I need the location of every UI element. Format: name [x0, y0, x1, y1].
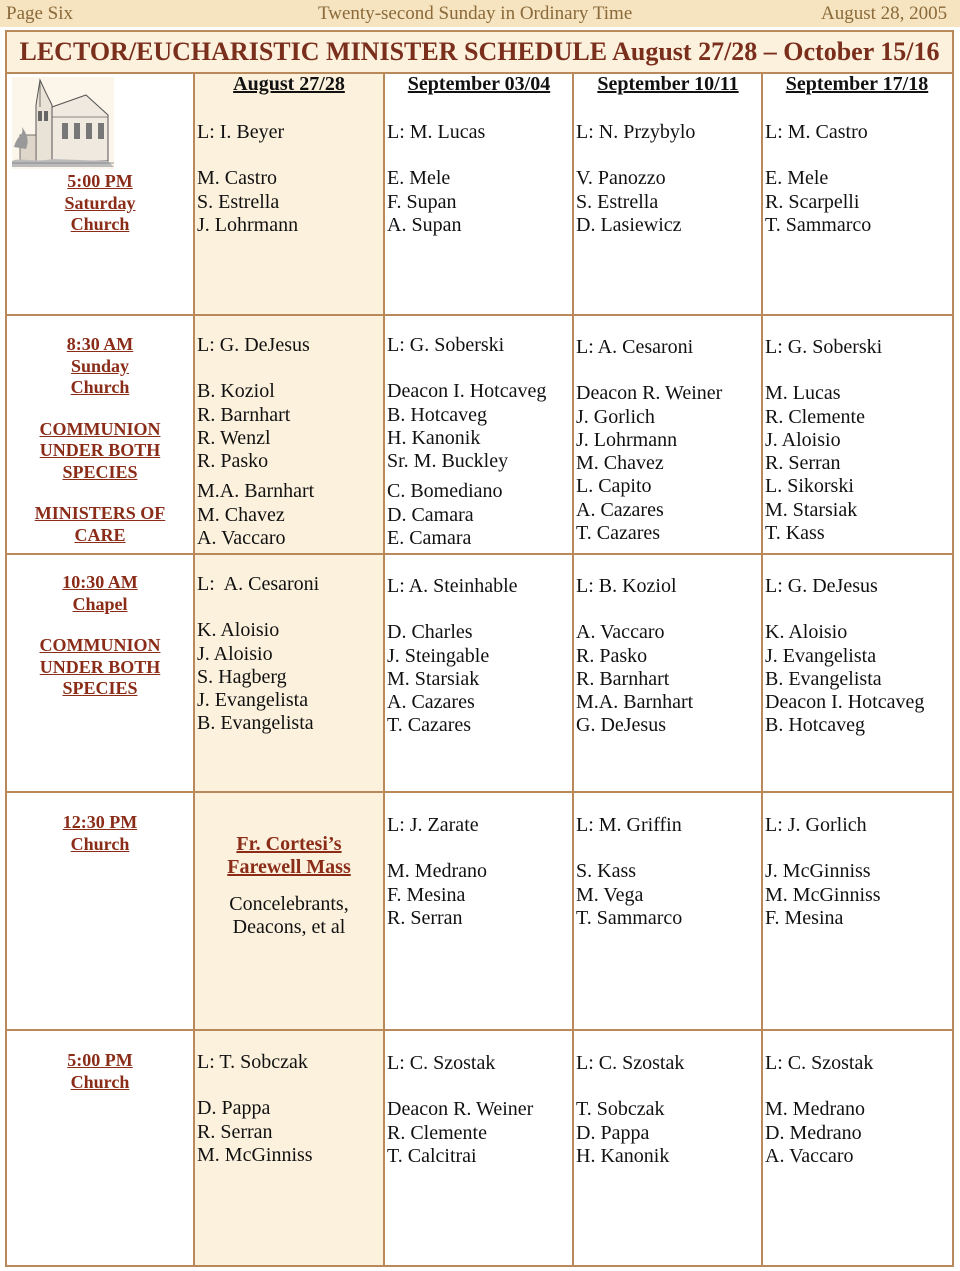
lector-name: L: G. DeJesus: [197, 334, 310, 356]
column-header: September 03/04: [407, 73, 551, 95]
minister-name: Deacon I. Hotcaveg: [765, 691, 925, 714]
minister-name: J. Aloisio: [765, 428, 841, 451]
minister-name: A. Vaccaro: [765, 1144, 854, 1167]
mass-time-sunday-500: [7, 1050, 193, 1093]
minister-name: E. Mele: [765, 167, 829, 190]
minister-name: M.A. Barnhart: [576, 691, 694, 714]
minister-name: H. Kanonik: [576, 1144, 670, 1167]
minister-name: R. Wenzl: [197, 426, 271, 449]
schedule-title: LECTOR/EUCHARISTIC MINISTER SCHEDULE August 27/28 – October 15/16: [19, 37, 940, 66]
minister-name: B. Evangelista: [765, 667, 882, 690]
minister-name: M. Castro: [197, 167, 277, 190]
minister-name: A. Vaccaro: [197, 527, 286, 550]
minister-name: K. Aloisio: [197, 619, 280, 642]
schedule-cell: [387, 334, 572, 550]
mass-time-sunday-1230: [7, 812, 193, 855]
minister-name: R. Pasko: [576, 644, 648, 667]
minister-name: E. Mele: [387, 167, 451, 190]
mass-time-saturday: [7, 171, 193, 236]
schedule-cell: [387, 814, 572, 930]
schedule-cell: [576, 575, 761, 738]
page-number: Page Six: [6, 3, 74, 24]
farewell-mass-detail: Concelebrants,: [229, 893, 349, 915]
minister-name: J. Evangelista: [765, 644, 877, 667]
minister-name: D. Pappa: [576, 1121, 650, 1144]
mass-time-label: 12:30 PM: [62, 812, 138, 832]
mass-location-label: Church: [70, 377, 130, 397]
mass-time-sunday-830: [7, 334, 193, 546]
minister-name: J. McGinniss: [765, 860, 871, 883]
lector-name: L: M. Griffin: [576, 814, 682, 836]
minister-name: T. Sammarco: [576, 906, 683, 929]
minister-name: Deacon I. Hotcaveg: [387, 380, 547, 403]
row-divider: [5, 1029, 954, 1031]
minister-name: R. Barnhart: [576, 667, 670, 690]
minister-name: B. Hotcaveg: [765, 714, 865, 737]
minister-name: B. Koziol: [197, 380, 275, 403]
minister-name: M. Chavez: [197, 503, 285, 526]
schedule-cell: [576, 1052, 761, 1168]
minister-name: R. Clemente: [387, 1121, 487, 1144]
minister-name: D. Lasiewicz: [576, 213, 682, 236]
minister-name: Sr. M. Buckley: [387, 450, 509, 473]
communion-label: UNDER BOTH: [39, 656, 161, 677]
mass-time-label: 5:00 PM: [67, 171, 133, 191]
minister-name: D. Medrano: [765, 1121, 862, 1144]
schedule-cell: [576, 336, 761, 545]
mass-time-label: 10:30 AM: [62, 572, 138, 592]
minister-name: M.A. Barnhart: [197, 480, 315, 503]
minister-name: D. Pappa: [197, 1097, 271, 1120]
schedule-cell: [387, 575, 572, 738]
column-divider: [193, 72, 195, 1267]
communion-label: SPECIES: [62, 461, 138, 482]
farewell-mass-title: Fr. Cortesi’s: [236, 833, 342, 855]
minister-name: R. Serran: [197, 1120, 273, 1143]
minister-name: H. Kanonik: [387, 426, 481, 449]
row-divider: [5, 314, 954, 316]
mass-day-label: Saturday: [64, 192, 136, 213]
column-divider: [761, 72, 763, 1267]
lector-name: L: M. Castro: [765, 121, 868, 143]
lector-name: L: G. Soberski: [387, 334, 505, 356]
minister-name: M. Starsiak: [387, 667, 480, 690]
minister-name: S. Estrella: [576, 190, 659, 213]
minister-name: L. Capito: [576, 475, 652, 498]
minister-name: M. McGinniss: [765, 883, 881, 906]
schedule-cell: [387, 121, 572, 237]
minister-name: M. McGinniss: [197, 1143, 313, 1166]
minister-name: D. Charles: [387, 621, 473, 644]
bulletin-date: August 28, 2005: [821, 3, 948, 24]
communion-label: COMMUNION: [39, 635, 161, 655]
minister-name: Deacon R. Weiner: [576, 382, 723, 405]
lector-name: L: J. Zarate: [387, 814, 479, 836]
lector-name: L: G. DeJesus: [765, 575, 878, 597]
bulletin-issue: Twenty-second Sunday in Ordinary Time: [318, 3, 633, 24]
minister-name: R. Scarpelli: [765, 190, 860, 213]
lector-name: L: C. Szostak: [387, 1052, 496, 1074]
schedule-cell: [197, 1051, 382, 1167]
column-header: August 27/28: [233, 73, 345, 95]
schedule-cell: [765, 575, 950, 738]
minister-name: J. Lohrmann: [576, 428, 678, 451]
minister-name: J. Lohrmann: [197, 213, 299, 236]
minister-name: M. Medrano: [387, 860, 487, 883]
minister-name: J. Evangelista: [197, 689, 309, 712]
minister-name: A. Cazares: [576, 498, 664, 521]
column-header: September 10/11: [597, 73, 739, 95]
ministers-of-care-label: MINISTERS OF: [34, 503, 166, 523]
schedule-cell: [387, 1052, 572, 1168]
lector-name: L: G. Soberski: [765, 336, 883, 358]
minister-name: T. Sammarco: [765, 213, 872, 236]
schedule-cell: [765, 121, 950, 237]
schedule-cell: [765, 1052, 950, 1168]
minister-name: R. Pasko: [197, 450, 269, 473]
minister-name: F. Mesina: [387, 883, 466, 906]
schedule-cell: [576, 814, 761, 930]
title-box: [5, 30, 954, 72]
minister-name: R. Clemente: [765, 405, 865, 428]
minister-name: R. Serran: [765, 452, 841, 475]
column-header: September 17/18: [785, 73, 929, 95]
minister-name: F. Supan: [387, 190, 457, 213]
mass-location-label: Church: [70, 833, 130, 854]
mass-time-label: 8:30 AM: [66, 334, 134, 354]
minister-name: J. Aloisio: [197, 642, 273, 665]
minister-name: A. Vaccaro: [576, 621, 665, 644]
lector-name: L: B. Koziol: [576, 575, 677, 597]
column-divider: [572, 72, 574, 1267]
schedule-cell: [765, 336, 950, 545]
church-building-icon: [12, 77, 114, 169]
lector-name: L: M. Lucas: [387, 121, 486, 143]
minister-name: J. Steingable: [387, 644, 490, 667]
minister-name: T. Sobczak: [576, 1098, 665, 1121]
minister-name: S. Estrella: [197, 190, 280, 213]
mass-location-label: Church: [70, 214, 130, 234]
minister-name: M. Medrano: [765, 1098, 865, 1121]
minister-name: R. Barnhart: [197, 403, 291, 426]
minister-name: F. Mesina: [765, 906, 844, 929]
lector-name: L: I. Beyer: [197, 121, 285, 143]
ministers-of-care-label: CARE: [74, 524, 126, 545]
row-divider: [5, 553, 954, 555]
schedule-cell: [765, 814, 950, 930]
minister-name: C. Bomediano: [387, 480, 503, 503]
lector-name: L: J. Gorlich: [765, 814, 867, 836]
mass-location-label: Church: [70, 1071, 130, 1092]
mass-time-sunday-1030: [7, 572, 193, 700]
communion-label: SPECIES: [62, 678, 138, 698]
minister-name: Deacon R. Weiner: [387, 1098, 534, 1121]
minister-name: J. Gorlich: [576, 405, 655, 428]
minister-name: S. Hagberg: [197, 665, 287, 688]
farewell-mass-note: [197, 833, 381, 939]
minister-name: V. Panozzo: [576, 167, 666, 190]
minister-name: A. Supan: [387, 213, 462, 236]
minister-name: M. Lucas: [765, 382, 841, 405]
minister-name: R. Serran: [387, 906, 463, 929]
minister-name: K. Aloisio: [765, 621, 848, 644]
lector-name: L: T. Sobczak: [197, 1051, 308, 1073]
schedule-cell: [197, 334, 382, 550]
minister-name: M. Vega: [576, 883, 644, 906]
column-divider: [383, 72, 385, 1267]
lector-name: L: C. Szostak: [765, 1052, 874, 1074]
minister-name: G. DeJesus: [576, 714, 666, 737]
row-divider: [5, 791, 954, 793]
farewell-mass-detail: Deacons, et al: [232, 916, 346, 938]
mass-location-label: Chapel: [72, 593, 128, 614]
minister-name: M. Starsiak: [765, 498, 858, 521]
mass-day-label: Sunday: [70, 355, 130, 376]
minister-name: M. Chavez: [576, 452, 664, 475]
lector-name: L: A. Steinhable: [387, 575, 518, 597]
schedule-cell: [576, 121, 761, 237]
farewell-mass-title: Farewell Mass: [227, 856, 351, 878]
lector-name: L: C. Szostak: [576, 1052, 685, 1074]
communion-label: UNDER BOTH: [39, 440, 161, 460]
minister-name: T. Cazares: [387, 714, 472, 737]
minister-name: L. Sikorski: [765, 475, 854, 498]
mass-time-label: 5:00 PM: [67, 1050, 133, 1070]
minister-name: E. Camara: [387, 527, 472, 550]
minister-name: D. Camara: [387, 503, 474, 526]
minister-name: A. Cazares: [387, 691, 475, 714]
minister-name: S. Kass: [576, 860, 637, 883]
communion-label: COMMUNION: [39, 418, 161, 439]
schedule-cell: [197, 573, 382, 736]
lector-name: L: A. Cesaroni: [576, 336, 694, 358]
minister-name: B. Evangelista: [197, 712, 314, 735]
minister-name: T. Cazares: [576, 522, 661, 545]
lector-name: L: A. Cesaroni: [197, 573, 320, 595]
minister-name: B. Hotcaveg: [387, 403, 487, 426]
lector-name: L: N. Przybylo: [576, 121, 696, 143]
minister-name: T. Kass: [765, 522, 825, 545]
minister-name: T. Calcitrai: [387, 1144, 477, 1167]
schedule-cell: [197, 121, 382, 237]
